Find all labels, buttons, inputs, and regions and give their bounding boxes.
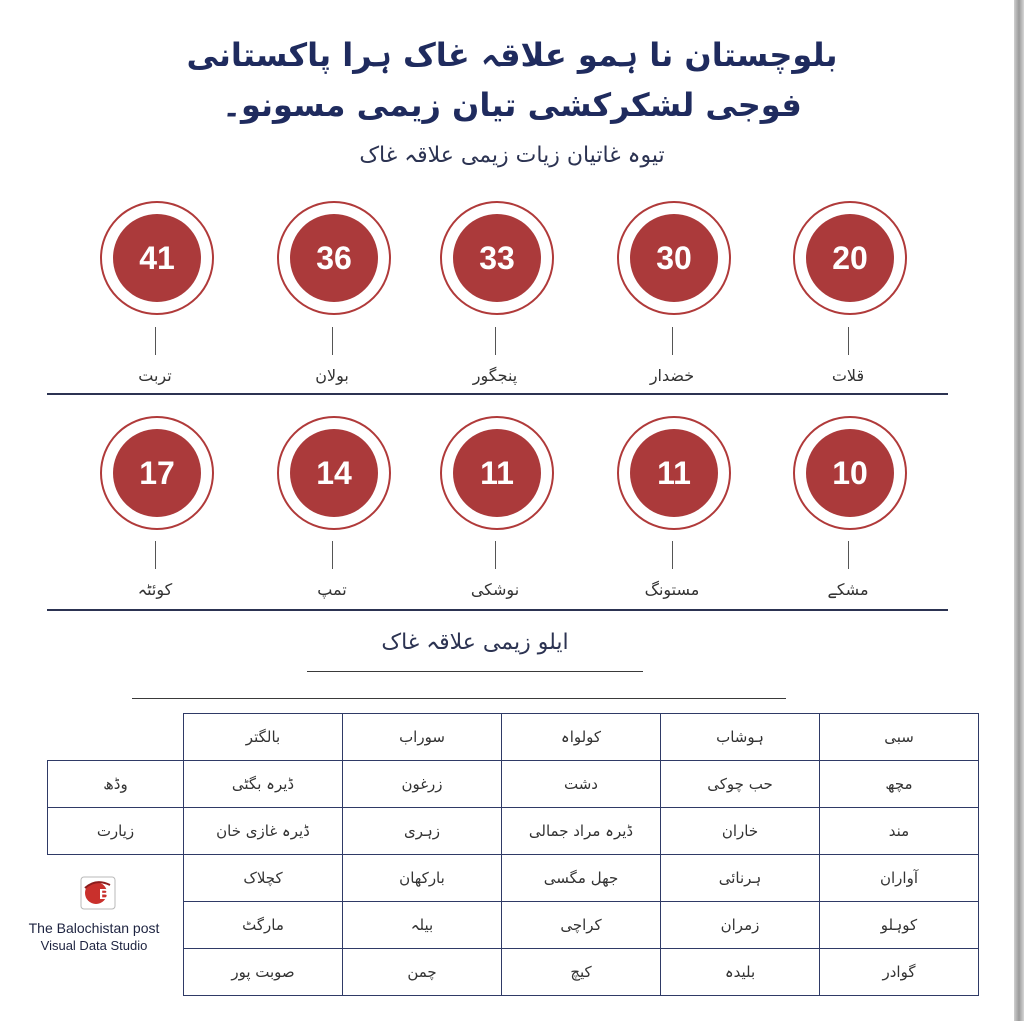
table-cell: مچھ bbox=[820, 761, 979, 808]
table-cell: کیچ bbox=[502, 949, 661, 996]
page-title bbox=[120, 30, 904, 130]
connector-tick bbox=[848, 327, 849, 355]
table-cell: بالگتر bbox=[184, 714, 343, 761]
table-cell: مند bbox=[820, 808, 979, 855]
other-areas-heading: ایلو زیمی علاقہ غاک bbox=[381, 630, 569, 655]
table-cell: صوبت پور bbox=[184, 949, 343, 996]
stat-circle bbox=[793, 201, 907, 315]
stat-value: 41 bbox=[113, 214, 201, 302]
row-divider bbox=[47, 609, 948, 611]
table-cell: مارگٹ bbox=[184, 902, 343, 949]
table-cell: کوہلو bbox=[820, 902, 979, 949]
table-row bbox=[184, 808, 979, 855]
table-row bbox=[48, 808, 184, 855]
table-row bbox=[184, 855, 979, 902]
stat-value: 36 bbox=[290, 214, 378, 302]
table-cell: زہری bbox=[343, 808, 502, 855]
table-cell: کراچی bbox=[502, 902, 661, 949]
brand-studio: Visual Data Studio bbox=[40, 938, 148, 953]
connector-tick bbox=[332, 327, 333, 355]
areas-table bbox=[183, 713, 979, 996]
stat-value: 11 bbox=[453, 429, 541, 517]
table-cell: سبی bbox=[820, 714, 979, 761]
connector-tick bbox=[672, 541, 673, 569]
stat-circle bbox=[617, 201, 731, 315]
table-row bbox=[48, 761, 184, 808]
city-label: بولان bbox=[315, 366, 349, 385]
table-cell: ڈیرہ غازی خان bbox=[184, 808, 343, 855]
brand-name: The Balochistan post bbox=[28, 920, 160, 936]
connector-tick bbox=[155, 327, 156, 355]
stat-value: 14 bbox=[290, 429, 378, 517]
table-cell: آواران bbox=[820, 855, 979, 902]
city-label: خضدار bbox=[649, 366, 695, 385]
table-cell: جھل مگسی bbox=[502, 855, 661, 902]
section-divider bbox=[132, 698, 786, 699]
top-section-heading: تیوہ غاتیان زیات زیمی علاقہ غاک bbox=[359, 143, 665, 168]
city-label: مشکے bbox=[827, 580, 869, 599]
stat-circle bbox=[440, 416, 554, 530]
table-cell: حب چوکی bbox=[661, 761, 820, 808]
table-cell: ہوشاب bbox=[661, 714, 820, 761]
stat-circle bbox=[100, 201, 214, 315]
city-label: قلات bbox=[831, 366, 865, 385]
table-cell: خاران bbox=[661, 808, 820, 855]
table-cell: ہرنائی bbox=[661, 855, 820, 902]
stat-circle bbox=[793, 416, 907, 530]
table-cell: گوادر bbox=[820, 949, 979, 996]
table-cell: ڈیرہ مراد جمالی bbox=[502, 808, 661, 855]
title-line-2: فوجی لشکرکشی تیان زیمی مسونو۔ bbox=[222, 86, 802, 124]
stat-value: 10 bbox=[806, 429, 894, 517]
connector-tick bbox=[155, 541, 156, 569]
logo-letter: B bbox=[99, 886, 110, 903]
table-cell: بیلہ bbox=[343, 902, 502, 949]
stat-value: 17 bbox=[113, 429, 201, 517]
extra-areas-table bbox=[47, 760, 184, 855]
table-cell: چمن bbox=[343, 949, 502, 996]
table-cell: زرغون bbox=[343, 761, 502, 808]
table-cell: کولواہ bbox=[502, 714, 661, 761]
right-edge-bar bbox=[1014, 0, 1024, 1021]
stat-circle bbox=[617, 416, 731, 530]
table-cell: ڈیرہ بگٹی bbox=[184, 761, 343, 808]
city-label: تربت bbox=[138, 366, 172, 385]
connector-tick bbox=[495, 327, 496, 355]
city-label: نوشکی bbox=[470, 580, 520, 599]
table-cell: بلیدہ bbox=[661, 949, 820, 996]
table-cell: کچلاک bbox=[184, 855, 343, 902]
stat-circle bbox=[100, 416, 214, 530]
city-label: کوئٹہ bbox=[137, 580, 173, 599]
row-divider bbox=[47, 393, 948, 395]
stat-value: 11 bbox=[630, 429, 718, 517]
connector-tick bbox=[672, 327, 673, 355]
table-cell: دشت bbox=[502, 761, 661, 808]
table-cell: سوراب bbox=[343, 714, 502, 761]
stat-value: 33 bbox=[453, 214, 541, 302]
table-cell: زمران bbox=[661, 902, 820, 949]
table-cell: زیارت bbox=[48, 808, 184, 855]
stat-circle bbox=[440, 201, 554, 315]
table-row bbox=[184, 949, 979, 996]
stat-circle bbox=[277, 201, 391, 315]
city-label: پنجگور bbox=[472, 366, 518, 385]
table-cell: وڈھ bbox=[48, 761, 184, 808]
connector-tick bbox=[495, 541, 496, 569]
stat-circle bbox=[277, 416, 391, 530]
table-row bbox=[184, 714, 979, 761]
connector-tick bbox=[848, 541, 849, 569]
city-label: تمپ bbox=[317, 580, 347, 599]
stat-value: 30 bbox=[630, 214, 718, 302]
stat-value: 20 bbox=[806, 214, 894, 302]
table-cell: بارکھان bbox=[343, 855, 502, 902]
title-line-1: بلوچستان نا ہمو علاقہ غاک ہرا پاکستانی bbox=[186, 36, 838, 74]
heading-underline bbox=[307, 671, 643, 672]
table-row bbox=[184, 761, 979, 808]
connector-tick bbox=[332, 541, 333, 569]
balochistan-post-logo-icon bbox=[80, 876, 116, 910]
table-row bbox=[184, 902, 979, 949]
city-label: مستونگ bbox=[644, 580, 700, 599]
